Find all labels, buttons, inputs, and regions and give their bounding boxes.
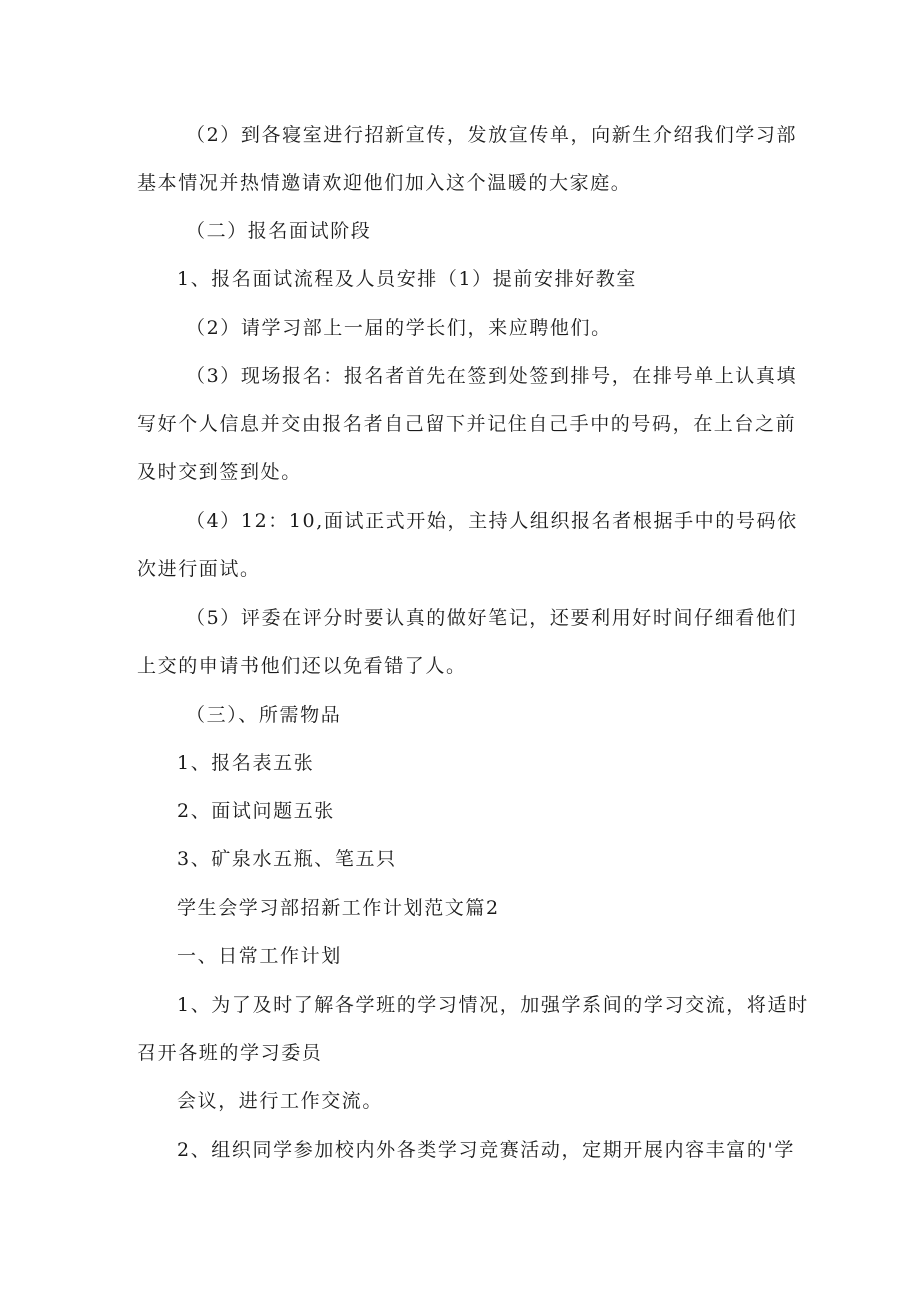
article-title: 学生会学习部招新工作计划范文篇2 xyxy=(177,897,500,919)
text-line-5: （2）请学习部上一届的学长们，来应聘他们。 xyxy=(186,317,612,339)
list-item-3: 3、矿泉水五瓶、笔五只 xyxy=(177,848,397,870)
list-item-2: 2、面试问题五张 xyxy=(177,800,335,822)
text-line-9: （4）12：10,面试正式开始，主持人组织报名者根据手中的号码依 xyxy=(186,510,798,532)
text-line-6: （3）现场报名：报名者首先在签到处签到排号，在排号单上认真填 xyxy=(186,365,798,387)
text-line-19: 1、为了及时了解各学班的学习情况，加强学系间的学习交流，将适时 xyxy=(177,994,809,1016)
section-heading-2: （二）报名面试阶段 xyxy=(186,220,372,242)
text-line-2: 基本情况并热情邀请欢迎他们加入这个温暖的大家庭。 xyxy=(137,172,632,194)
text-line-10: 次进行面试。 xyxy=(137,558,261,580)
list-item-1: 1、报名表五张 xyxy=(177,752,315,774)
text-line-12: 上交的申请书他们还以免看错了人。 xyxy=(137,655,467,677)
text-line-7: 写好个人信息并交由报名者自己留下并记住自己手中的号码，在上台之前 xyxy=(137,413,797,435)
text-line-4: 1、报名面试流程及人员安排（1）提前安排好教室 xyxy=(177,268,637,290)
text-line-20: 召开各班的学习委员 xyxy=(137,1042,323,1064)
text-line-21: 会议，进行工作交流。 xyxy=(177,1090,384,1112)
section-heading-daily-plan: 一、日常工作计划 xyxy=(177,945,342,967)
text-line-8: 及时交到签到处。 xyxy=(137,461,302,483)
section-heading-3: （三）、所需物品 xyxy=(186,704,342,726)
text-line-22: 2、组织同学参加校内外各类学习竞赛活动，定期开展内容丰富的'学 xyxy=(177,1139,795,1161)
text-line-11: （5）评委在评分时要认真的做好笔记，还要利用好时间仔细看他们 xyxy=(186,607,798,629)
text-line-1: （2）到各寝室进行招新宣传，发放宣传单，向新生介绍我们学习部 xyxy=(186,124,798,146)
